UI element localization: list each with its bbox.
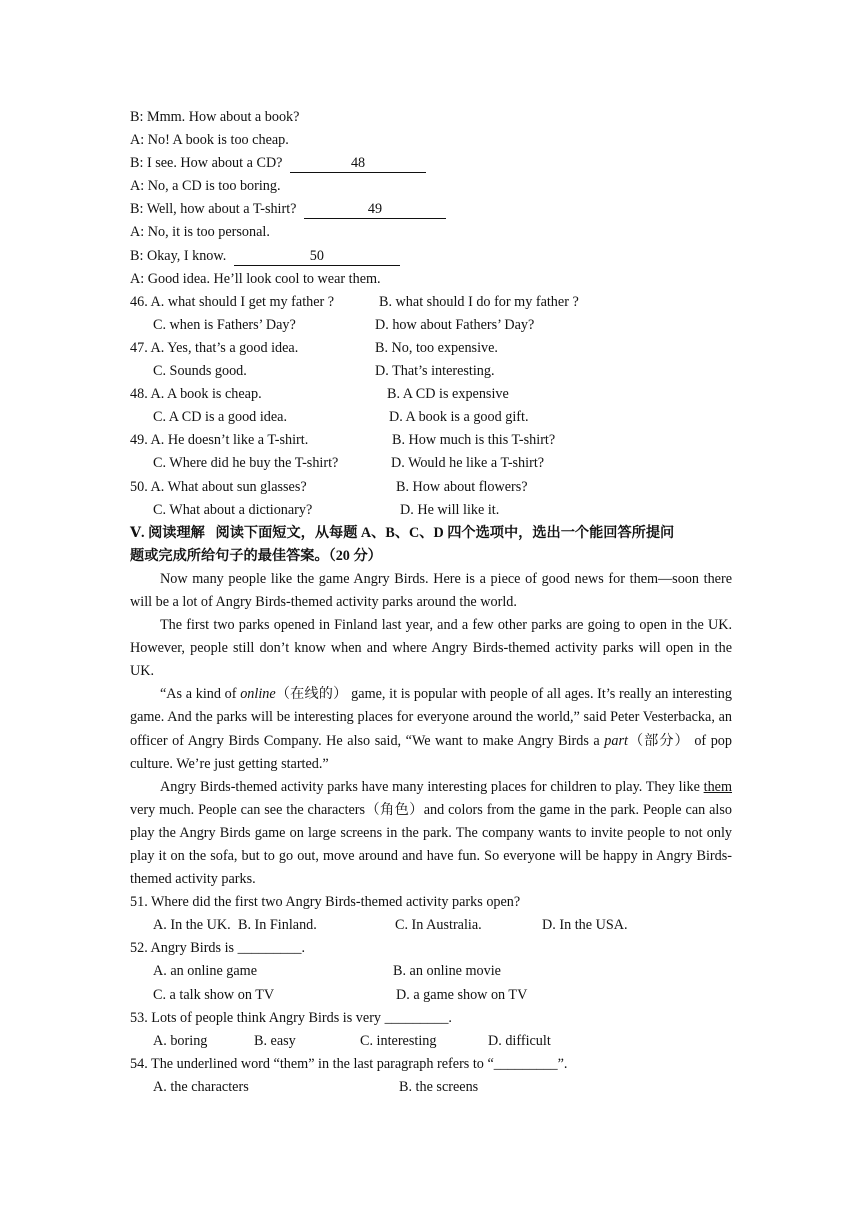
question-47 <box>130 337 732 360</box>
dialogue-line <box>130 152 732 175</box>
question-52-row2 <box>130 984 732 1007</box>
chinese-gloss: （部分） <box>627 732 690 749</box>
option-c: C. Sounds good. <box>153 363 247 380</box>
question-46 <box>130 291 732 314</box>
option-c: C. A CD is a good idea. <box>153 409 287 426</box>
dialogue-line <box>130 268 732 291</box>
question-51-options <box>130 914 732 937</box>
reading-passage <box>130 568 732 891</box>
chinese-gloss: （角色） <box>365 801 424 818</box>
option-b: B. the screens <box>399 1078 479 1095</box>
passage-paragraph <box>130 776 732 891</box>
option-b: B. How about flowers? <box>396 478 528 495</box>
question-54-row1 <box>130 1076 732 1099</box>
answer-blank-49: 49 <box>304 201 446 219</box>
option-c: C. What about a dictionary? <box>153 501 313 518</box>
passage-paragraph: Now many people like the game Angry Birds. Here is a piece of good news for them—soon there will be a lot of Angry Birds-themed activity parks around the world. <box>130 570 732 610</box>
question-49 <box>130 429 732 452</box>
section-title: Ⅴ. 阅读理解 <box>130 524 205 541</box>
question-50-row2 <box>130 499 732 522</box>
dialogue-text: B: I see. How about a CD? <box>130 155 283 172</box>
option-b: B. No, too expensive. <box>375 339 498 356</box>
option-a: A. In the UK. <box>153 917 231 934</box>
dialogue-text: A: No! A book is too cheap. <box>130 132 289 149</box>
exam-page <box>130 106 732 1099</box>
option-d: D. He will like it. <box>400 501 500 518</box>
option-a: 48. A. A book is cheap. <box>130 386 262 403</box>
option-b: B. A CD is expensive <box>387 386 509 403</box>
option-d: D. a game show on TV <box>396 986 528 1003</box>
question-48-row2 <box>130 406 732 429</box>
section-instruction: 阅读下面短文，从每题 A、B、C、D 四个选项中，选出一个能回答所提问 <box>215 524 675 541</box>
option-c: C. interesting <box>360 1032 437 1049</box>
section-instruction: 题或完成所给句子的最佳答案。（20 分） <box>130 547 382 564</box>
option-d: D. In the USA. <box>542 917 628 934</box>
italic-word: online <box>240 686 276 703</box>
passage-paragraph <box>130 683 732 775</box>
option-c: C. when is Fathers’ Day? <box>153 316 296 333</box>
italic-word: part <box>604 732 628 749</box>
question-stem: 54. The underlined word “them” in the last paragraph refers to “_________”. <box>130 1055 568 1072</box>
dialogue-text: B: Mmm. How about a book? <box>130 109 300 125</box>
question-stem: 53. Lots of people think Angry Birds is very _________. <box>130 1009 452 1026</box>
question-52-row1 <box>130 960 732 983</box>
dialogue-text: B: Okay, I know. <box>130 247 227 264</box>
section-heading <box>130 522 732 545</box>
option-c: C. In Australia. <box>395 917 482 934</box>
underlined-word: them <box>703 778 732 795</box>
passage-text: game, it is popular with people of all ages. It’s really an interesting game. And the parks will be interesting places for everyone around the world,” said Peter Vesterbacka, an officer of Angry Birds Company. He also said, “We want to make Angry Birds a <box>130 686 732 749</box>
passage-text: Angry Birds-themed activity parks have many interesting places for children to play. They like <box>160 778 704 795</box>
option-a: A. the characters <box>153 1078 249 1095</box>
passage-paragraph: The first two parks opened in Finland last year, and a few other parks are going to open in the UK. However, people still don’t know when and where Angry Birds-themed activity parks will open in the UK. <box>130 617 732 680</box>
answer-blank-48: 48 <box>290 155 426 173</box>
option-b: B. In Finland. <box>238 917 317 934</box>
dialogue-text: A: No, it is too personal. <box>130 224 270 241</box>
option-a: 49. A. He doesn’t like a T-shirt. <box>130 432 309 449</box>
question-50 <box>130 476 732 499</box>
option-d: D. how about Fathers’ Day? <box>375 316 535 333</box>
passage-text: of pop culture. We’re just getting started.” <box>130 732 732 772</box>
dialogue-line <box>130 221 732 244</box>
option-a: 47. A. Yes, that’s a good idea. <box>130 339 299 356</box>
question-49-row2 <box>130 452 732 475</box>
option-c: C. a talk show on TV <box>153 986 275 1003</box>
question-53 <box>130 1007 732 1030</box>
option-d: D. difficult <box>488 1032 551 1049</box>
option-b: B. easy <box>254 1032 296 1049</box>
option-b: B. what should I do for my father ? <box>379 293 579 310</box>
dialogue-text: A: Good idea. He’ll look cool to wear them. <box>130 270 381 287</box>
option-d: D. A book is a good gift. <box>389 409 529 426</box>
question-53-options <box>130 1030 732 1053</box>
question-stem: 52. Angry Birds is _________. <box>130 940 305 957</box>
question-47-row2 <box>130 360 732 383</box>
option-b: B. How much is this T-shirt? <box>392 432 556 449</box>
dialogue-line <box>130 245 732 268</box>
question-51 <box>130 891 732 914</box>
option-a: 50. A. What about sun glasses? <box>130 478 307 495</box>
dialogue-line <box>130 106 732 129</box>
dialogue-text: B: Well, how about a T-shirt? <box>130 201 297 218</box>
option-c: C. Where did he buy the T-shirt? <box>153 455 339 472</box>
dialogue-line <box>130 129 732 152</box>
option-b: B. an online movie <box>393 963 501 980</box>
option-a: A. an online game <box>153 963 258 980</box>
passage-text: and colors from the game in the park. People can also play the Angry Birds game on large screens in the park. The company wants to invite people to not only play it on the sofa, but to go out, move around and have fun. So everyone will be happy in Angry Birds-themed activity parks. <box>130 801 732 888</box>
question-stem: 51. Where did the first two Angry Birds-themed activity parks open? <box>130 894 521 911</box>
chinese-gloss: （在线的） <box>275 686 348 703</box>
answer-blank-50: 50 <box>234 248 400 266</box>
question-54 <box>130 1053 732 1076</box>
question-52 <box>130 937 732 960</box>
option-a: 46. A. what should I get my father ? <box>130 293 335 310</box>
question-46-row2 <box>130 314 732 337</box>
option-d: D. That’s interesting. <box>375 363 495 380</box>
question-48 <box>130 383 732 406</box>
option-a: A. boring <box>153 1032 208 1049</box>
section-heading-row2 <box>130 545 732 568</box>
dialogue-line <box>130 198 732 221</box>
dialogue-text: A: No, a CD is too boring. <box>130 178 281 195</box>
dialogue-line <box>130 175 732 198</box>
passage-text: very much. People can see the characters <box>130 801 366 818</box>
option-d: D. Would he like a T-shirt? <box>391 455 545 472</box>
passage-text: “As a kind of <box>160 686 241 703</box>
